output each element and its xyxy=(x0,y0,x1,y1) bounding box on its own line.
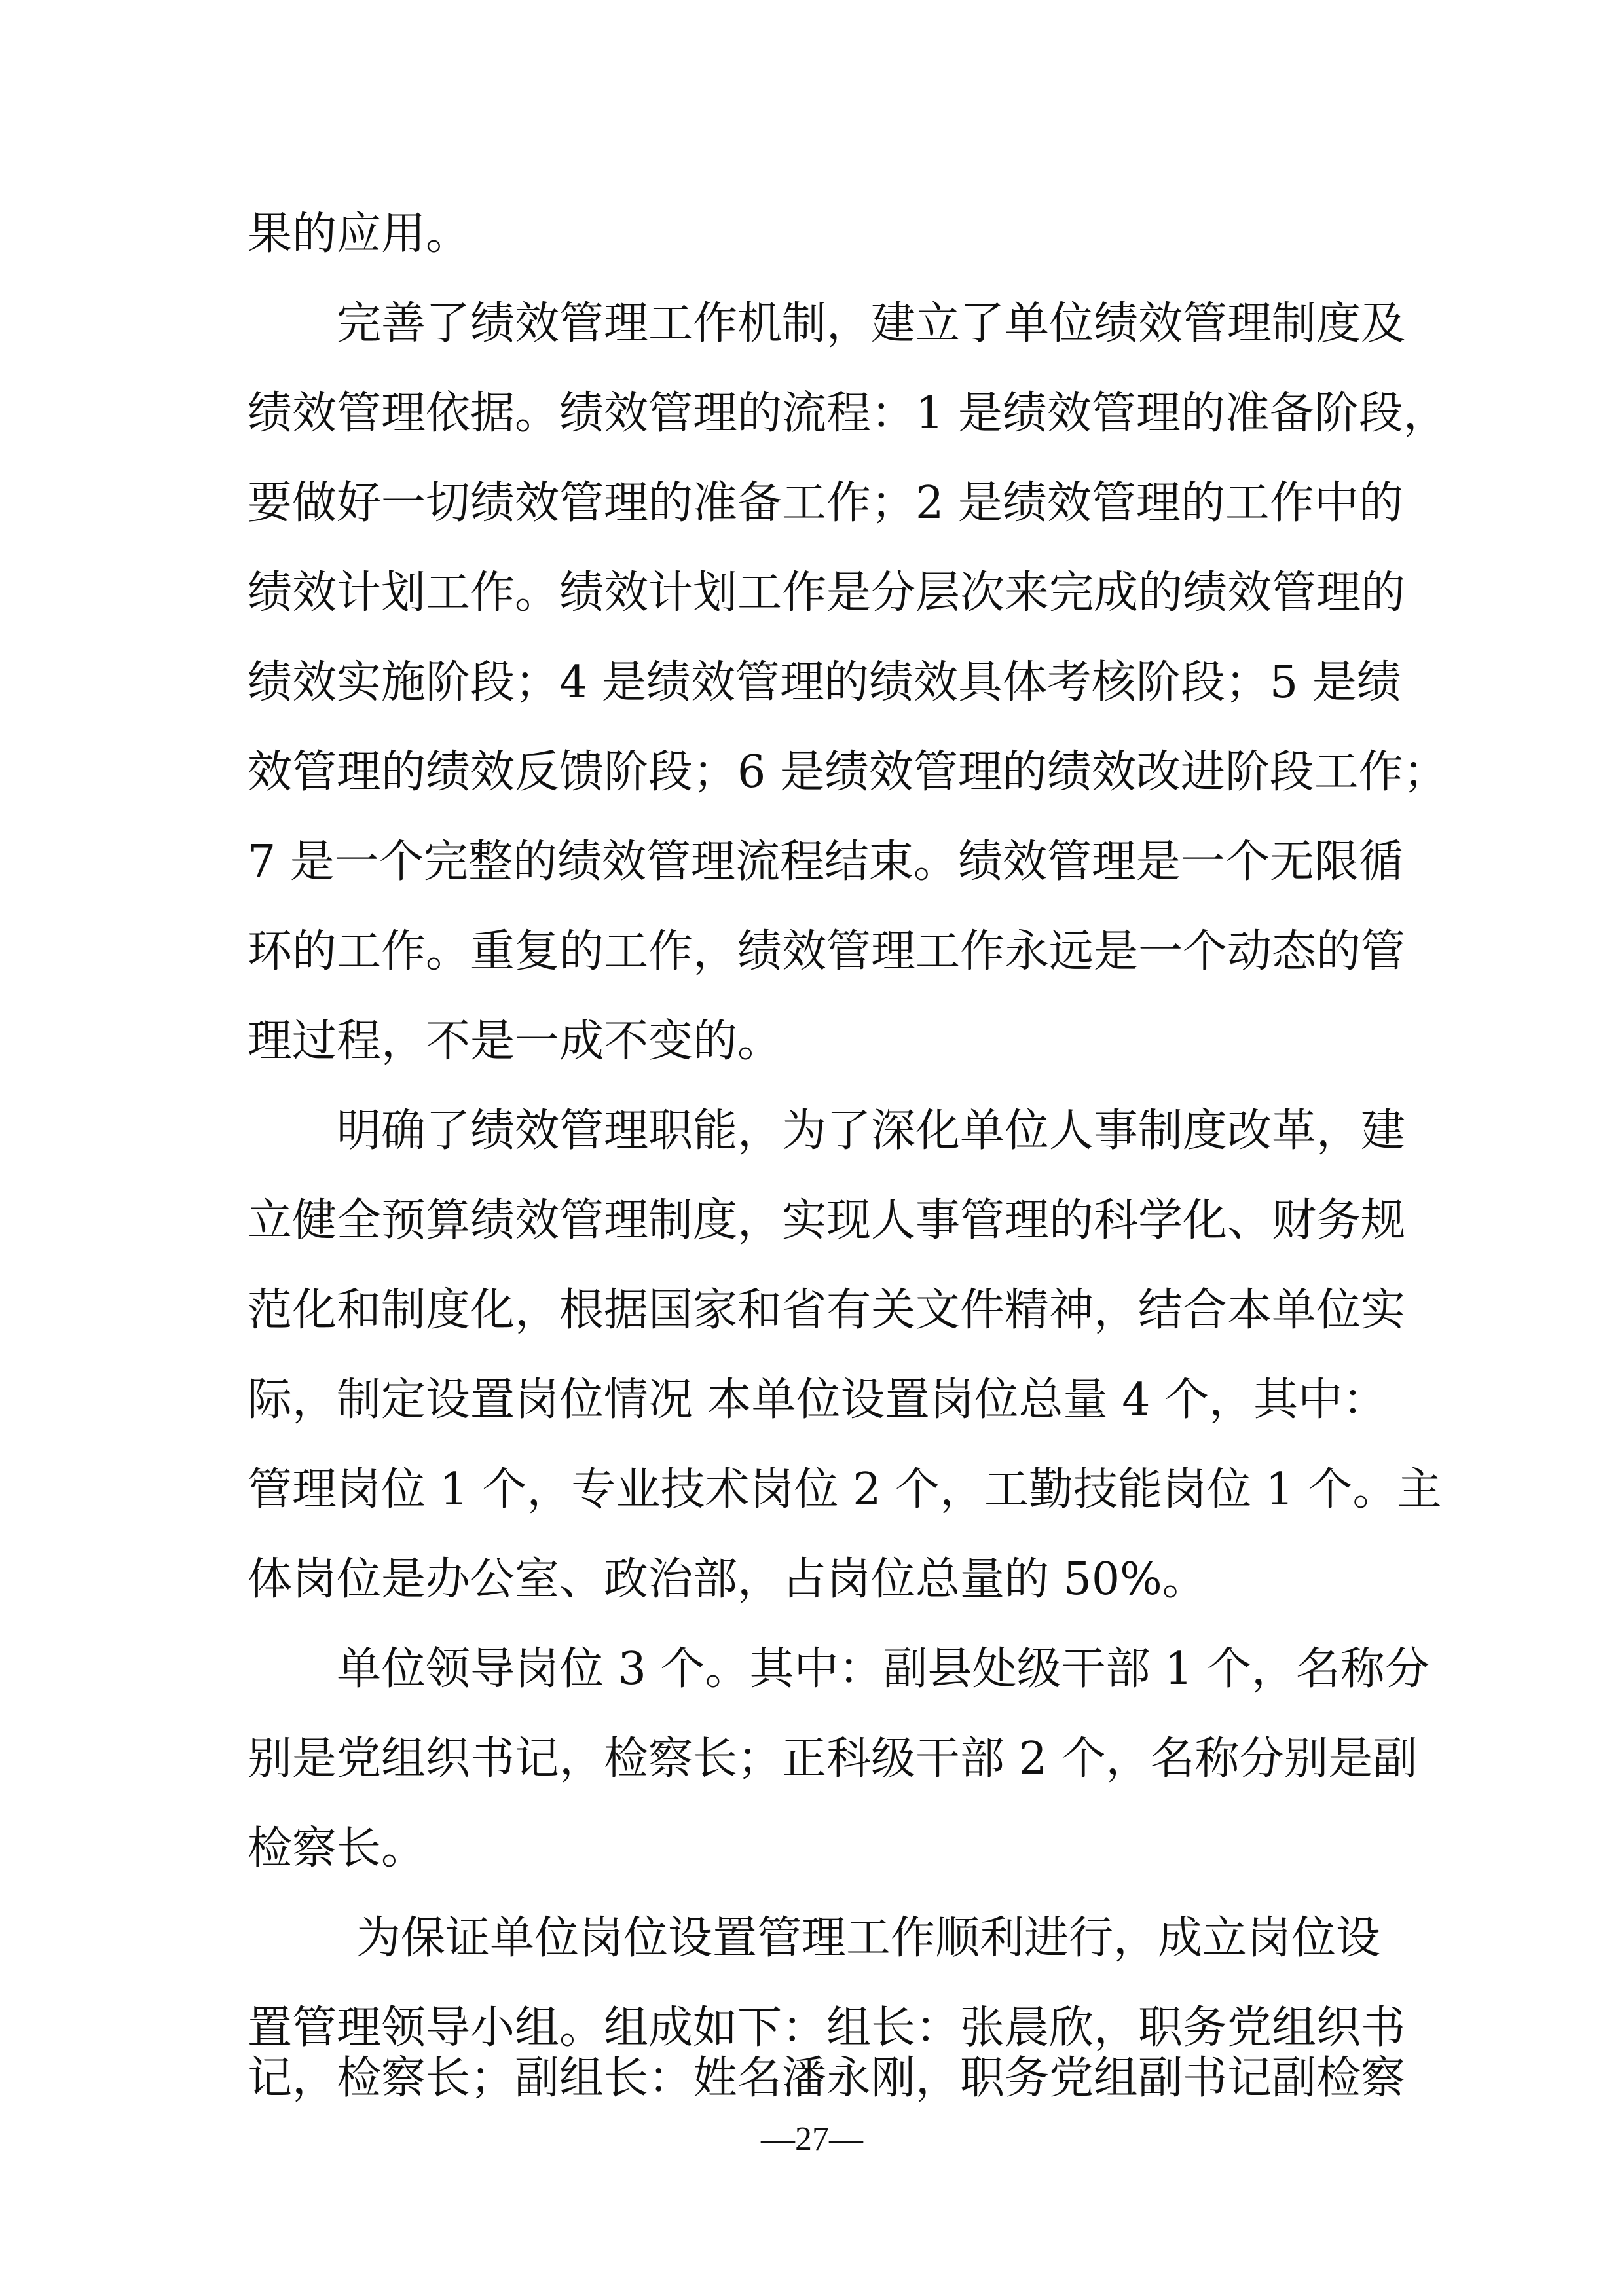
text-line: 绩效计划工作。绩效计划工作是分层次来完成的绩效管理的 xyxy=(248,567,1406,619)
text-line: 果的应用。 xyxy=(248,208,471,260)
text-line: 别是党组织书记，检察长；正科级干部 2 个，名称分别是副 xyxy=(248,1733,1418,1785)
text-line: 明确了绩效管理职能，为了深化单位人事制度改革，建 xyxy=(337,1105,1406,1157)
text-line: 环的工作。重复的工作，绩效管理工作永远是一个动态的管 xyxy=(248,926,1406,977)
text-line: 效管理的绩效反馈阶段；6 是绩效管理的绩效改进阶段工作； xyxy=(248,746,1448,798)
text-line: 单位领导岗位 3 个。其中：副县处级干部 1 个，名称分 xyxy=(337,1643,1430,1695)
text-line: 际，制定设置岗位情况 本单位设置岗位总量 4 个，其中： xyxy=(248,1374,1388,1426)
text-line: 理过程，不是一成不变的。 xyxy=(248,1015,783,1067)
text-line: 体岗位是办公室、政治部，占岗位总量的 50%。 xyxy=(248,1554,1207,1605)
text-line: 为保证单位岗位设置管理工作顺利进行，成立岗位设 xyxy=(356,1912,1381,1964)
text-line: 要做好一切绩效管理的准备工作；2 是绩效管理的工作中的 xyxy=(248,477,1403,529)
text-line: 7 是一个完整的绩效管理流程结束。绩效管理是一个无限循 xyxy=(248,836,1403,888)
text-line: 范化和制度化，根据国家和省有关文件精神，结合本单位实 xyxy=(248,1285,1406,1336)
text-line: 记，检察长；副组长：姓名潘永刚，职务党组副书记副检察 xyxy=(248,2052,1406,2104)
text-line: 完善了绩效管理工作机制，建立了单位绩效管理制度及 xyxy=(337,298,1406,350)
text-line: 绩效实施阶段；4 是绩效管理的绩效具体考核阶段；5 是绩 xyxy=(248,657,1401,708)
text-line: 管理岗位 1 个，专业技术岗位 2 个，工勤技能岗位 1 个。主 xyxy=(248,1464,1442,1516)
text-line: 检察长。 xyxy=(248,1823,426,1874)
text-line: 立健全预算绩效管理制度，实现人事管理的科学化、财务规 xyxy=(248,1195,1406,1247)
text-line: 绩效管理依据。绩效管理的流程：1 是绩效管理的准备阶段， xyxy=(248,388,1448,439)
page-number: —27— xyxy=(761,2121,863,2158)
text-line: 置管理领导小组。组成如下：组长：张晨欣，职务党组织书 xyxy=(248,2002,1406,2054)
